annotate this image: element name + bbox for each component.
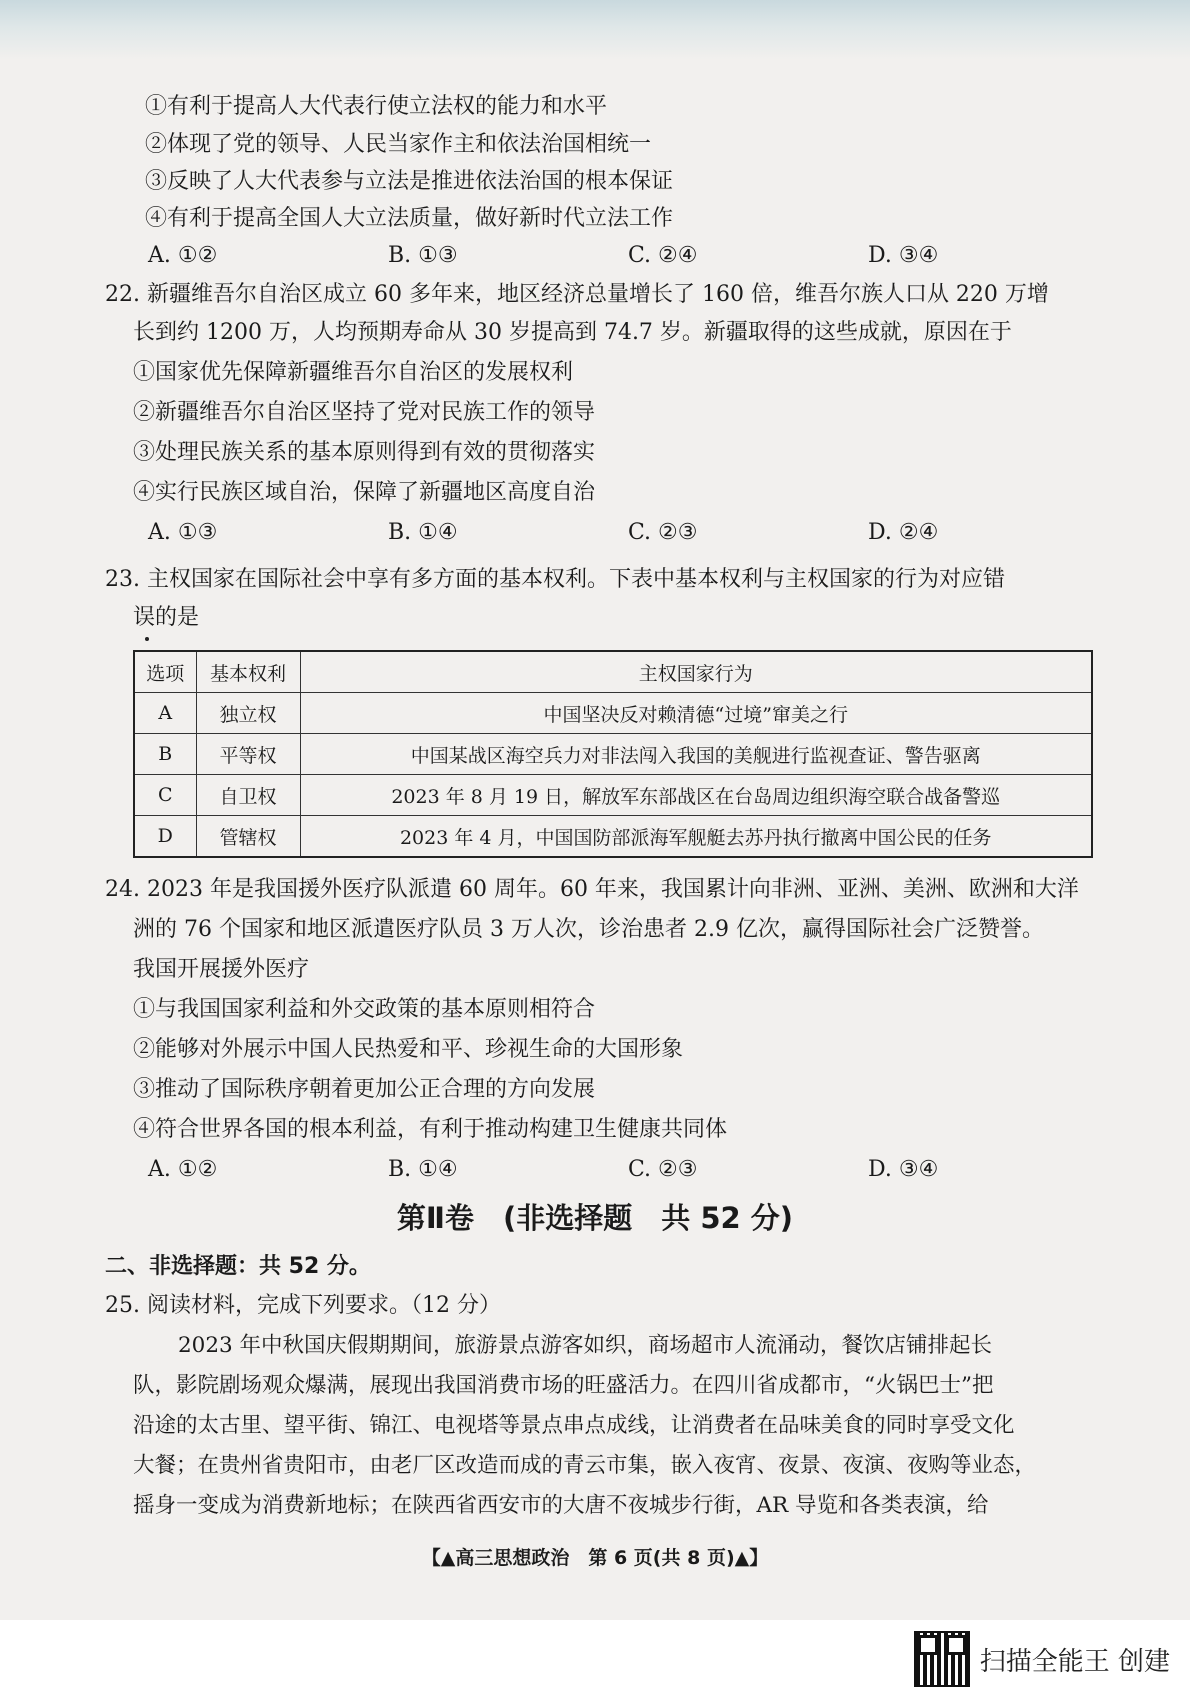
q24-options xyxy=(148,1155,1008,1185)
q21-item-3: ③反映了人大代表参与立法是推进依法治国的根本保证 xyxy=(145,169,674,194)
q25-material-line-1: 2023 年中秋国庆假期期间，旅游景点游客如织，商场超市人流涌动，餐饮店铺排起长 xyxy=(178,1333,993,1358)
q23-stem-line-1: 23. 主权国家在国际社会中享有多方面的基本权利。下表中基本权利与主权国家的行为对应错 xyxy=(105,567,1005,592)
q24-option-b[interactable]: B. ①④ xyxy=(388,1157,458,1182)
q21-option-d[interactable]: D. ③④ xyxy=(868,243,939,268)
q24-item-3: ③推动了国际秩序朝着更加公正合理的方向发展 xyxy=(133,1077,596,1102)
table-cell-action: 2023 年 8 月 19 日，解放军东部战区在台岛周边组织海空联合战备警巡 xyxy=(300,775,1092,816)
q24-stem-line-2: 洲的 76 个国家和地区派遣医疗队员 3 万人次，诊治患者 2.9 亿次，赢得国际社会广泛赞誉。 xyxy=(133,917,1044,942)
q21-option-b[interactable]: B. ①③ xyxy=(388,243,458,268)
table-cell-option: B xyxy=(134,734,196,775)
q22-option-b[interactable]: B. ①④ xyxy=(388,520,458,545)
q21-option-a[interactable]: A. ①② xyxy=(148,243,218,268)
table-cell-option: D xyxy=(134,816,196,858)
q21-item-4: ④有利于提高全国人大立法质量，做好新时代立法工作 xyxy=(145,206,674,231)
table-cell-right: 平等权 xyxy=(196,734,300,775)
section-2-title: 第Ⅱ卷 (非选择题 共 52 分) xyxy=(396,1201,794,1235)
q25-material-line-5: 摇身一变成为消费新地标；在陕西省西安市的大唐不夜城步行街，AR 导览和各类表演，给 xyxy=(133,1493,989,1518)
table-row xyxy=(134,775,1092,816)
q24-item-2: ②能够对外展示中国人民热爱和平、珍视生命的大国形象 xyxy=(133,1037,684,1062)
q21-option-c[interactable]: C. ②④ xyxy=(628,243,698,268)
qr-code-icon xyxy=(914,1631,970,1687)
table-cell-option: A xyxy=(134,693,196,734)
q22-stem-line-1: 22. 新疆维吾尔自治区成立 60 多年来，地区经济总量增长了 160 倍，维吾尔族人口从 220 万增 xyxy=(105,282,1049,307)
q21-item-2: ②体现了党的领导、人民当家作主和依法治国相统一 xyxy=(145,132,652,157)
q25-material-line-3: 沿途的太古里、望平街、锦江、电视塔等景点串点成线，让消费者在品味美食的同时享受文化 xyxy=(133,1413,1015,1438)
q24-stem-line-3: 我国开展援外医疗 xyxy=(133,957,310,982)
q22-option-c[interactable]: C. ②③ xyxy=(628,520,698,545)
q25-material-line-4: 大餐；在贵州省贵阳市，由老厂区改造而成的青云市集，嵌入夜宵、夜景、夜演、夜购等业态， xyxy=(133,1453,1037,1478)
table-row xyxy=(134,734,1092,775)
q22-item-3: ③处理民族关系的基本原则得到有效的贯彻落实 xyxy=(133,440,596,465)
table-row xyxy=(134,693,1092,734)
q24-option-c[interactable]: C. ②③ xyxy=(628,1157,698,1182)
rights-table xyxy=(133,650,1093,858)
q25-stem: 25. 阅读材料，完成下列要求。（12 分） xyxy=(105,1293,501,1318)
page-footer: 【▲高三思想政治 第 6 页(共 8 页)▲】 xyxy=(421,1547,769,1569)
watermark-text: 扫描全能王 创建 xyxy=(979,1646,1170,1677)
table-cell-action: 中国坚决反对赖清德“过境”窜美之行 xyxy=(300,693,1092,734)
table-cell-right: 管辖权 xyxy=(196,816,300,858)
q21-options xyxy=(148,241,1008,271)
table-header-right: 基本权利 xyxy=(196,651,300,693)
q23-stem-line-2: 误的是 xyxy=(133,605,200,630)
table-header-option: 选项 xyxy=(134,651,196,693)
q22-option-d[interactable]: D. ②④ xyxy=(868,520,939,545)
q22-options xyxy=(148,518,1008,548)
table-row xyxy=(134,816,1092,858)
q22-stem-line-2: 长到约 1200 万，人均预期寿命从 30 岁提高到 74.7 岁。新疆取得的这些成就，原因在于 xyxy=(133,320,1012,345)
table-cell-action: 中国某战区海空兵力对非法闯入我国的美舰进行监视查证、警告驱离 xyxy=(300,734,1092,775)
q24-stem-line-1: 24. 2023 年是我国援外医疗队派遣 60 周年。60 年来，我国累计向非洲、亚洲、美洲、欧洲和大洋 xyxy=(105,877,1079,902)
emphasis-dot xyxy=(145,637,149,641)
scanner-watermark xyxy=(914,1632,1170,1686)
q21-item-1: ①有利于提高人大代表行使立法权的能力和水平 xyxy=(145,94,608,119)
table-header-row xyxy=(134,651,1092,693)
q24-option-a[interactable]: A. ①② xyxy=(148,1157,218,1182)
q25-material-line-2: 队，影院剧场观众爆满，展现出我国消费市场的旺盛活力。在四川省成都市，“火锅巴士”把 xyxy=(133,1373,994,1398)
q22-item-4: ④实行民族区域自治，保障了新疆地区高度自治 xyxy=(133,480,596,505)
q22-option-a[interactable]: A. ①③ xyxy=(148,520,218,545)
q24-item-1: ①与我国国家利益和外交政策的基本原则相符合 xyxy=(133,997,596,1022)
q22-item-1: ①国家优先保障新疆维吾尔自治区的发展权利 xyxy=(133,360,574,385)
section-2-heading: 二、非选择题：共 52 分。 xyxy=(105,1254,371,1279)
q24-item-4: ④符合世界各国的根本利益，有利于推动构建卫生健康共同体 xyxy=(133,1117,728,1142)
table-cell-right: 独立权 xyxy=(196,693,300,734)
q24-option-d[interactable]: D. ③④ xyxy=(868,1157,939,1182)
table-header-action: 主权国家行为 xyxy=(300,651,1092,693)
q22-item-2: ②新疆维吾尔自治区坚持了党对民族工作的领导 xyxy=(133,400,596,425)
table-cell-option: C xyxy=(134,775,196,816)
table-cell-right: 自卫权 xyxy=(196,775,300,816)
table-cell-action: 2023 年 4 月，中国国防部派海军舰艇去苏丹执行撤离中国公民的任务 xyxy=(300,816,1092,858)
